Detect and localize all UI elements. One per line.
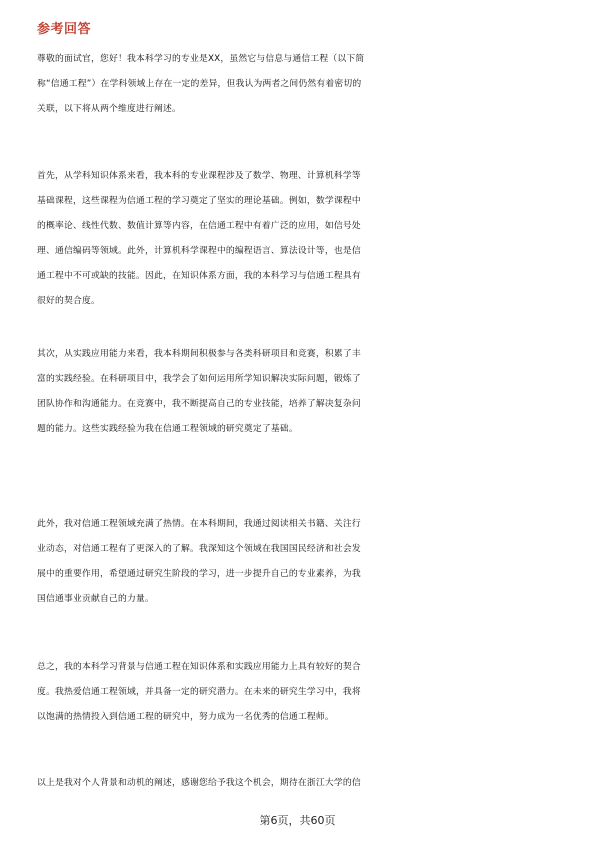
text-line: 很好的契合度。 [37,296,100,306]
text-line: 首先，从学科知识体系来看，我本科的专业课程涉及了数学、物理、计算机科学等 [37,171,361,181]
paragraph-closing [37,771,562,796]
text-line: 富的实践经验。在科研项目中，我学会了如何运用所学知识解决实际问题，锻炼了 [37,374,361,384]
text-line: 其次，从实践应用能力来看，我本科期间积极参与各类科研项目和竞赛，积累了丰 [37,349,361,359]
paragraph-intro [37,47,562,122]
text-line: 度。我热爱信通工程领域，并具备一定的研究潜力。在未来的研究生学习中，我将 [37,687,361,697]
section-heading: 参考回答 [37,22,92,37]
text-line: 称“信通工程”）在学科领域上存在一定的差异，但我认为两者之间仍然有着密切的 [37,79,362,89]
text-line: 总之，我的本科学习背景与信通工程在知识体系和实践应用能力上具有较好的契合 [37,662,361,672]
text-line: 业动态，对信通工程有了更深入的了解。我深知这个领域在我国国民经济和社会发 [37,544,361,554]
page-number-footer: 第6页，共60页 [259,814,336,827]
text-line: 的概率论、线性代数、数值计算等内容，在信通工程中有着广泛的应用，如信号处 [37,221,361,231]
text-line: 国信通事业贡献自己的力量。 [37,594,154,604]
text-line: 通工程中不可或缺的技能。因此，在知识体系方面，我的本科学习与信通工程具有 [37,271,361,281]
text-line: 展中的重要作用，希望通过研究生阶段的学习，进一步提升自己的专业素养，为我 [37,569,361,579]
paragraph-passion [37,512,562,612]
paragraph-practice [37,342,562,442]
text-line: 基础课程，这些课程为信通工程的学习奠定了坚实的理论基础。例如，数学课程中 [37,196,361,206]
text-line: 以上是我对个人背景和动机的阐述，感谢您给予我这个机会，期待在浙江大学的信 [37,778,361,788]
paragraph-conclusion [37,655,562,730]
paragraph-knowledge [37,164,562,314]
text-line: 题的能力。这些实践经验为我在信通工程领域的研究奠定了基础。 [37,424,298,434]
text-line: 关联，以下将从两个维度进行阐述。 [37,104,181,114]
text-line: 尊敬的面试官，您好！我本科学习的专业是XX，虽然它与信息与通信工程（以下简 [37,54,365,64]
text-line: 以饱满的热情投入到信通工程的研究中，努力成为一名优秀的信通工程师。 [37,712,334,722]
text-line: 此外，我对信通工程领域充满了热情。在本科期间，我通过阅读相关书籍、关注行 [37,519,361,529]
text-line: 团队协作和沟通能力。在竞赛中，我不断提高自己的专业技能，培养了解决复杂问 [37,399,361,409]
text-line: 理、通信编码等领域。此外，计算机科学课程中的编程语言、算法设计等，也是信 [37,246,361,256]
